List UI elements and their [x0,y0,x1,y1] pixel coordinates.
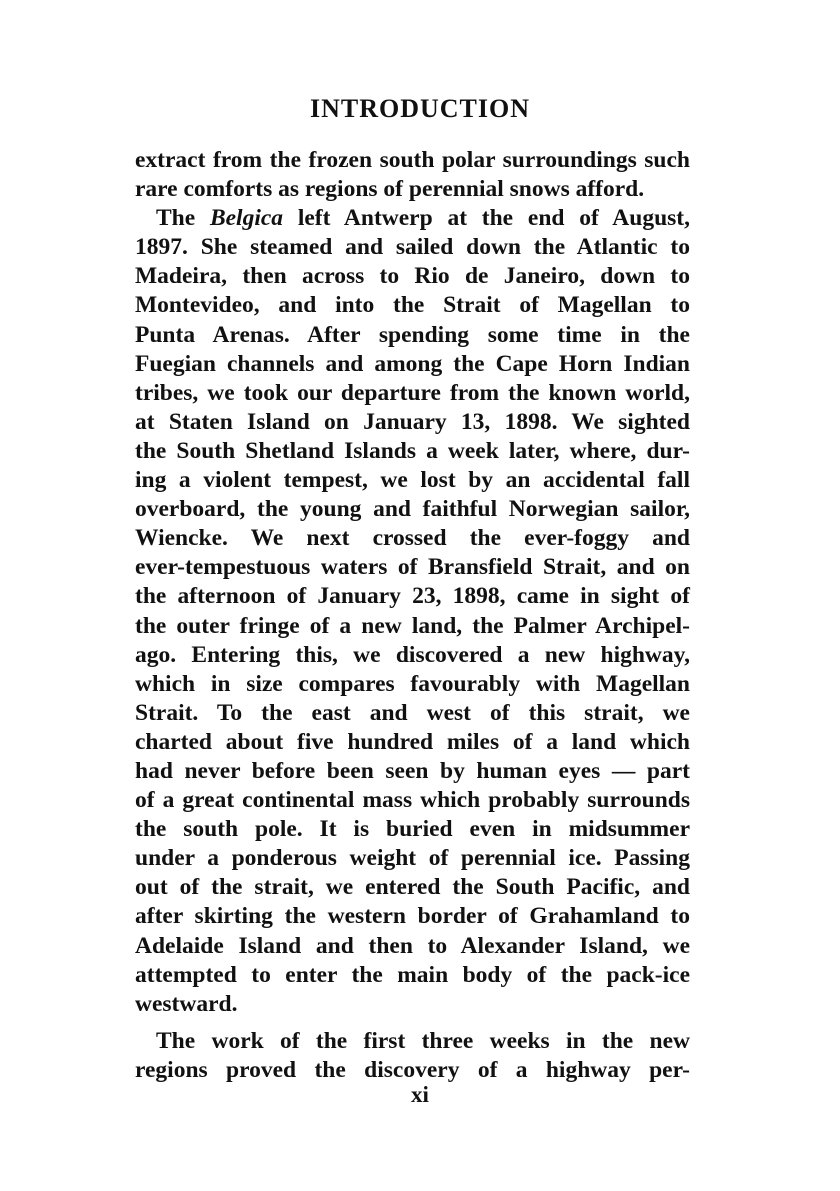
text-line: Strait. To the east and west of this strait, we [135,699,690,726]
text-fragment: The [156,205,210,232]
text-fragment: left Antwerp at the end of August, [283,205,690,232]
text-line: under a ponderous weight of perennial ice. Passing [135,845,690,872]
text-line: at Staten Island on January 13, 1898. We sighted [135,408,690,435]
text-line: attempted to enter the main body of the pack-ice [135,961,690,988]
text-line: Madeira, then across to Rio de Janeiro, down to [135,263,690,290]
text-line: ing a violent tempest, we lost by an accidental fall [135,467,690,494]
text-line: charted about five hundred miles of a land which [135,728,690,755]
text-line: which in size compares favourably with Magellan [135,670,690,697]
text-line: the afternoon of January 23, 1898, came in sight of [135,583,690,610]
text-line: out of the strait, we entered the South Pacific, and [135,874,690,901]
text-line: The work of the first three weeks in the new [156,1027,690,1054]
text-line: ago. Entering this, we discovered a new highway, [135,641,690,668]
text-line: Wiencke. We next crossed the ever-foggy and [135,525,690,552]
text-line [135,204,690,233]
paragraph [135,204,690,1019]
paragraph [135,146,690,204]
text-line: extract from the frozen south polar surroundings such [135,147,690,173]
text-line: the South Shetland Islands a week later, where, dur- [135,437,690,464]
text-line: Fuegian channels and among the Cape Horn Indian [135,350,690,377]
page-number: xi [411,1082,429,1107]
text-line: the south pole. It is buried even in midsummer [135,816,690,843]
text-line: westward. [135,990,238,1017]
ship-name: Belgica [209,205,284,232]
text-line: had never before been seen by human eyes — part [135,757,690,784]
text-line: Adelaide Island and then to Alexander Island, we [135,932,690,959]
text-line: 1897. She steamed and sailed down the Atlantic to [135,234,690,261]
text-line: ever-tempestuous waters of Bransfield Strait, and on [135,554,690,581]
paragraph [135,1027,690,1085]
text-line: the outer fringe of a new land, the Palmer Archipel- [135,612,690,639]
text-line: Punta Arenas. After spending some time in the [135,321,690,348]
text-line: rare comforts as regions of perennial snows afford. [135,176,645,203]
text-line: overboard, the young and faithful Norwegian sailor, [135,496,690,523]
text-line: Montevideo, and into the Strait of Magellan to [135,292,690,319]
paragraph-gap [135,1019,690,1027]
text-line: of a great continental mass which probably surrounds [135,787,690,814]
body-text [135,146,690,1085]
text-line: after skirting the western border of Grahamland to [135,903,690,930]
text-line: tribes, we took our departure from the known world, [135,379,690,406]
text-line: regions proved the discovery of a highway per- [135,1056,690,1083]
running-head: INTRODUCTION [309,94,531,123]
